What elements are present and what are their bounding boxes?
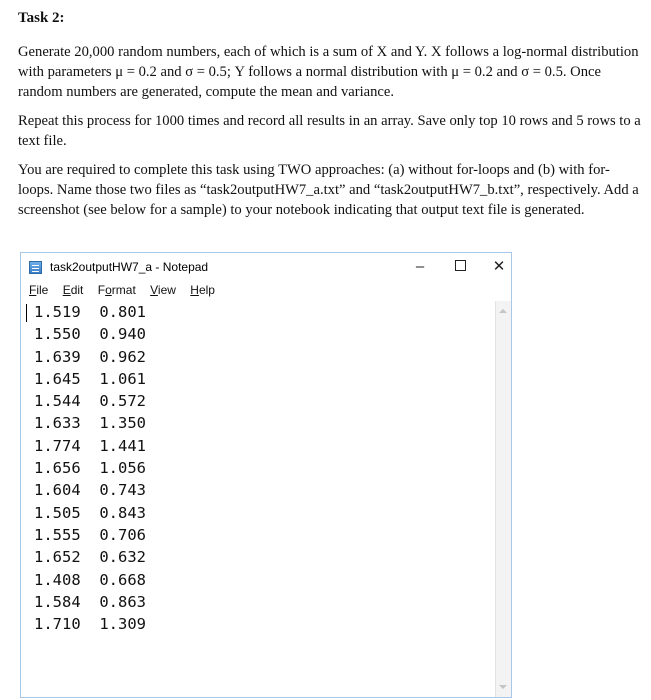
menu-bar	[21, 281, 511, 301]
scroll-up-icon[interactable]	[499, 309, 507, 313]
text-line: 1.550 0.940	[34, 325, 146, 344]
text-line: 1.633 1.350	[34, 414, 146, 433]
text-line: 1.519 0.801	[34, 303, 146, 321]
paragraph-repeat: Repeat this process for 1000 times and record all results in an array. Save only top 10 rows and 5 rows to a text file.	[18, 113, 641, 149]
menu-edit[interactable]: Edit	[62, 283, 84, 297]
notepad-window	[20, 252, 512, 698]
text-line: 1.656 1.056	[34, 459, 146, 478]
close-button[interactable]: ✕	[492, 258, 506, 275]
text-line: 1.645 1.061	[34, 369, 146, 388]
text-line: 1.710 1.309	[34, 615, 146, 634]
text-line: 1.584 0.863	[34, 592, 146, 611]
text-line: 1.639 0.962	[34, 347, 146, 366]
maximize-icon	[455, 260, 466, 271]
text-line: 1.544 0.572	[34, 392, 146, 411]
maximize-button[interactable]	[445, 255, 475, 279]
menu-file[interactable]: File	[29, 283, 49, 297]
text-line: 1.652 0.632	[34, 548, 146, 567]
menu-format[interactable]: Format	[97, 283, 136, 297]
menu-view[interactable]: View	[150, 283, 176, 297]
notepad-titlebar[interactable]	[21, 253, 511, 281]
text-editor-area[interactable]	[21, 301, 495, 697]
text-line: 1.505 0.843	[34, 503, 146, 522]
text-caret	[26, 304, 27, 322]
paragraph-approaches: You are required to complete this task using TWO approaches: (a) without for-loops and (b) with for-loops. Name those two files as “task2outputHW7_a.txt” and “task2outputHW7_b.txt”, respectively. Add a screenshot (see below for a sample) to your notebook indicating that output text file is generated.	[18, 162, 639, 218]
scroll-down-icon[interactable]	[499, 685, 507, 689]
text-line: 1.604 0.743	[34, 481, 146, 500]
minimize-button[interactable]: –	[415, 258, 425, 275]
paragraph-generate: Generate 20,000 random numbers, each of which is a sum of X and Y. X follows a log-normal distribution with parameters μ = 0.2 and σ = 0.5; Y follows a normal distribution with μ = 0.2 and σ = 0.5. Once random numbers are generated, compute the mean and variance.	[18, 44, 639, 100]
text-line: 1.555 0.706	[34, 525, 146, 544]
menu-help[interactable]: Help	[190, 283, 215, 297]
text-line: 1.774 1.441	[34, 436, 146, 455]
task-title: Task 2:	[18, 10, 65, 26]
notepad-app-icon	[29, 261, 42, 274]
window-title: task2outputHW7_a - Notepad	[50, 260, 209, 274]
document	[18, 8, 643, 229]
vertical-scrollbar[interactable]	[495, 301, 511, 697]
text-line: 1.408 0.668	[34, 570, 146, 589]
